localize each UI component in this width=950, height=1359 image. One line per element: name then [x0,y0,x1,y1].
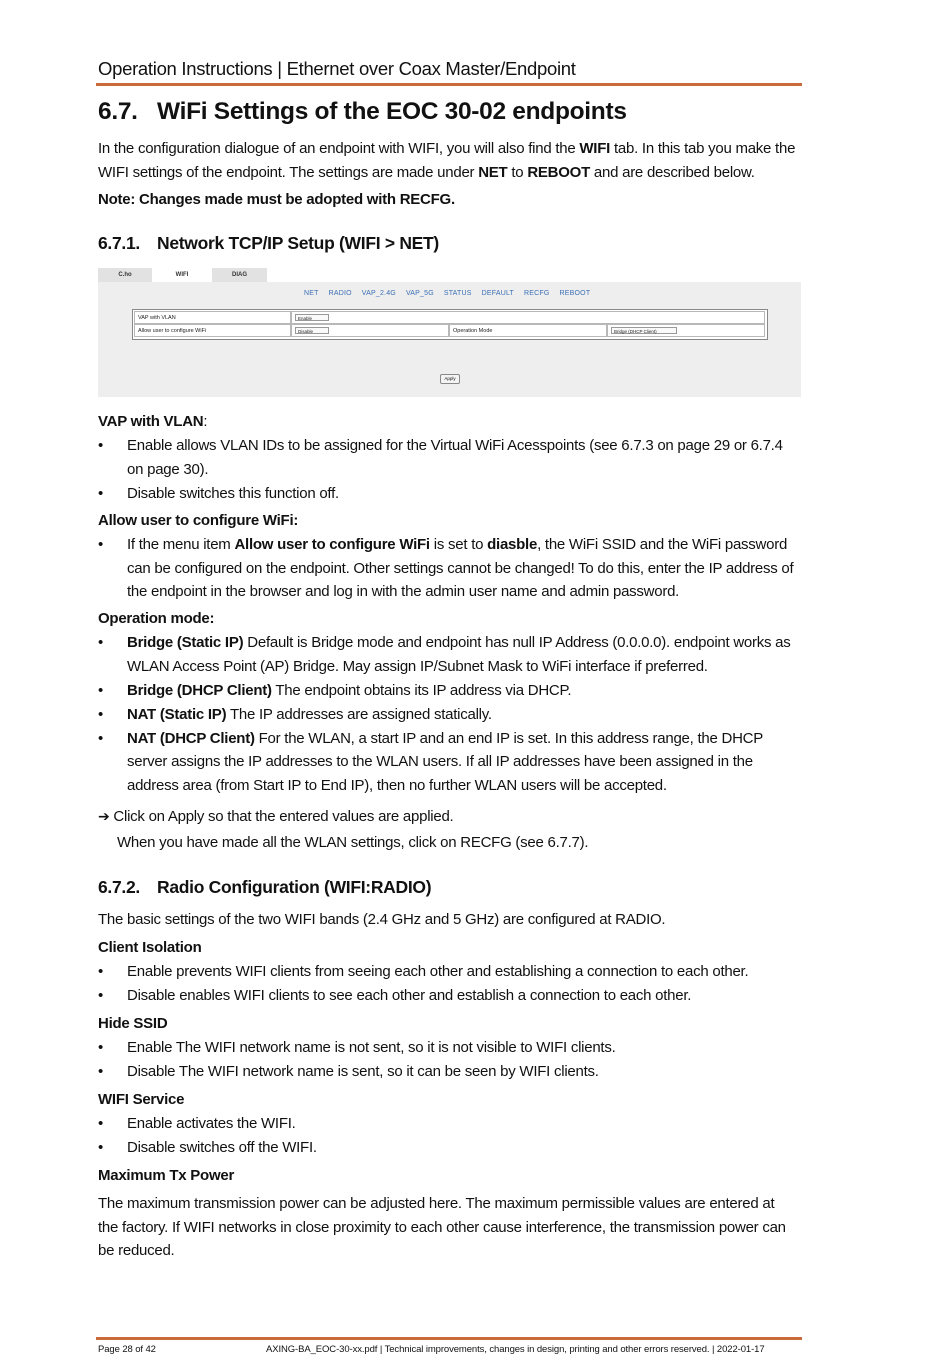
vap-vlan-label: VAP with VLAN [134,311,291,324]
vap-list [98,434,798,506]
action-line-1: ➔ Click on Apply so that the entered values are applied. [98,808,454,825]
list-item: • Disable switches this function off. [98,482,798,506]
radio-intro: The basic settings of the two WIFI bands (2.4 GHz and 5 GHz) are configured at RADIO. [98,911,666,928]
vap-vlan-cell [291,311,765,324]
list-item: • If the menu item Allow user to configure WiFi is set to diasble, the WiFi SSID and the WiFi password can be configured on the endpoint. Other settings cannot be changed! To do this, enter the IP address of the endpoint in the browser and log in with the admin user name and admin password. [98,533,798,604]
wifi-service-heading: WIFI Service [98,1091,185,1108]
subnav-default[interactable]: DEFAULT [481,290,515,297]
intro-note: Note: Changes made must be adopted with RECFG. [98,191,455,208]
arrow-right-icon: ➔ [98,809,110,825]
list-item: • NAT (Static IP) The IP addresses are assigned statically. [98,703,798,727]
subnav-reboot[interactable]: REBOOT [559,290,591,297]
list-item: • Enable activates the WIFI. [98,1112,798,1136]
config-tabs [98,268,267,282]
wifi-subnav [304,290,590,297]
wifi-service-list [98,1112,798,1160]
tab-home[interactable]: C.ho [98,268,152,282]
subsection-heading-radio: 6.7.2. Radio Configuration (WIFI:RADIO) [98,877,432,897]
operation-mode-label: Operation Mode [449,324,607,337]
footer-rule [96,1337,802,1340]
section-heading [98,98,627,126]
client-isolation-heading: Client Isolation [98,939,202,956]
list-item: • NAT (DHCP Client) For the WLAN, a start IP and an end IP is set. In this address range, the DHCP server assigns the IP addresses to the WLAN users. If all IP addresses have been assigned in the address area (from Start IP to End IP), then no further WLAN users will be accepted. [98,727,798,798]
tab-diag[interactable]: DIAG [212,268,267,282]
vap-vlan-select[interactable]: Enable [295,314,329,321]
footer-page-number: Page 28 of 42 [98,1344,156,1355]
intro-paragraph: In the configuration dialogue of an endpoint with WIFI, you will also find the WIFI tab. In this tab you make the WIFI settings of the endpoint. The settings are made under NET to REBOOT and are described below. [98,140,796,181]
list-item: • Disable The WIFI network name is sent, so it can be seen by WIFI clients. [98,1060,798,1084]
page-header-title: Operation Instructions | Ethernet over Coax Master/Endpoint [98,58,576,79]
operation-mode-cell [607,324,765,337]
wifi-net-screenshot [98,268,801,397]
apply-button[interactable]: Apply [440,374,460,384]
subsection-heading-net: 6.7.1. Network TCP/IP Setup (WIFI > NET) [98,233,439,253]
allow-heading: Allow user to configure WiFi: [98,512,299,529]
vap-heading: VAP with VLAN: [98,413,208,430]
operation-mode-select[interactable]: Bridge (DHCP Client) [611,327,677,334]
list-item: • Bridge (Static IP) Default is Bridge mode and endpoint has null IP Address (0.0.0.0). endpoint works as WLAN Access Point (AP) Bridge. May assign IP/Subnet Mask to WiFi interface if preferred. [98,631,798,678]
action-line-2: When you have made all the WLAN settings, click on RECFG (see 6.7.7). [117,834,589,851]
hide-ssid-list [98,1036,798,1084]
allow-user-cell [291,324,449,337]
opmode-heading: Operation mode: [98,610,215,627]
subnav-status[interactable]: STATUS [443,290,472,297]
footer-info: AXING-BA_EOC-30-xx.pdf | Technical improvements, changes in design, printing and other errors reserved. | 2022-01-17 [266,1344,765,1355]
allow-user-select[interactable]: Disable [295,327,329,334]
list-item: • Disable enables WIFI clients to see each other and establish a connection to each other. [98,984,798,1008]
list-item: • Enable prevents WIFI clients from seeing each other and establishing a connection to each other. [98,960,798,984]
subnav-net[interactable]: NET [304,290,319,297]
allow-user-label: Allow user to configure WiFi [134,324,291,337]
config-panel [98,282,801,397]
section-title: WiFi Settings of the EOC 30-02 endpoints [157,98,627,125]
header-rule [96,83,802,86]
subnav-vap-5g[interactable]: VAP_5G [405,290,434,297]
subnav-vap-24g[interactable]: VAP_2.4G [361,290,396,297]
config-table [132,309,768,340]
section-number: 6.7. [98,98,138,125]
tx-power-text: The maximum transmission power can be adjusted here. The maximum permissible values are entered at the factory. If WIFI networks in close proximity to each other cause interference, the transmission power can be reduced. [98,1195,786,1259]
list-item: • Bridge (DHCP Client) The endpoint obtains its IP address via DHCP. [98,679,798,703]
list-item: • Enable The WIFI network name is not sent, so it is not visible to WIFI clients. [98,1036,798,1060]
hide-ssid-heading: Hide SSID [98,1015,168,1032]
client-isolation-list [98,960,798,1008]
allow-list [98,533,798,604]
opmode-list [98,631,798,798]
list-item: • Enable allows VLAN IDs to be assigned for the Virtual WiFi Acesspoints (see 6.7.3 on page 29 or 6.7.4 on page 30). [98,434,798,481]
subnav-recfg[interactable]: RECFG [524,290,550,297]
subnav-radio[interactable]: RADIO [328,290,352,297]
tx-power-heading: Maximum Tx Power [98,1167,235,1184]
list-item: • Disable switches off the WIFI. [98,1136,798,1160]
tab-wifi[interactable]: WIFI [152,268,212,282]
